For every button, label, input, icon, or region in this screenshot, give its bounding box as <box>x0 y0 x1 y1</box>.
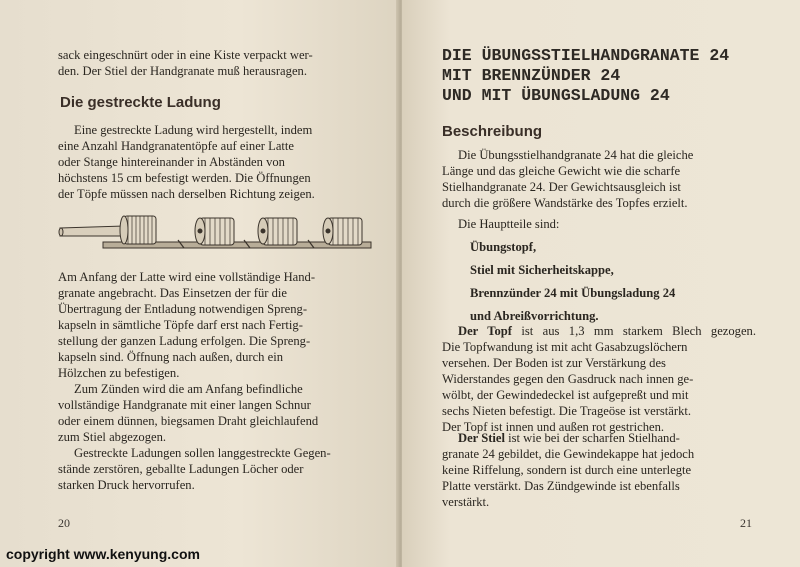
parts-intro: Die Hauptteile sind: <box>458 217 560 231</box>
section-heading-beschreibung: Beschreibung <box>442 123 543 140</box>
page-title: DIE ÜBUNGSSTIELHANDGRANATE 24 MIT BRENNZÜNDER 24 UND MIT ÜBUNGSLADUNG 24 <box>442 46 730 105</box>
list-item: Brennzünder 24 mit Übungsladung 24 <box>470 286 676 300</box>
section-heading-gestreckte-ladung: Die gestreckte Ladung <box>60 94 221 111</box>
paragraph-gestreckte-ladung-3: Zum Zünden wird die am Anfang befindliche vollständige Handgranate mit einer langen Schnur oder einem dünnen, biegsamen Draht gleichlaufend zum Stiel abgezogen. <box>58 382 319 444</box>
lead-der-topf: Der Topf <box>458 324 512 338</box>
copyright-watermark: copyright www.kenyung.com <box>6 546 200 562</box>
paragraph-gestreckte-ladung-2: Am Anfang der Latte wird eine vollständige Hand- granate angebracht. Das Einsetzen der für die Übertragung der Entladung notwendigen Spreng- kapseln in sämtliche Töpfe darf erst nach Fertig- stellung der ganzen Ladung erfolgen. Die Spreng- kapseln sind. Öffnung nach außen, durch ein Hölzchen zu befestigen. <box>58 270 316 380</box>
page-number-left: 20 <box>58 516 70 530</box>
list-item: Übungstopf, <box>470 240 537 254</box>
continuation-paragraph: sack eingeschnürt oder in eine Kiste verpackt wer- den. Der Stiel der Handgranate muß herausragen. <box>58 48 313 78</box>
paragraph-beschreibung-1: Die Übungsstielhandgranate 24 hat die gleiche Länge und das gleiche Gewicht wie die scharfe Stielhandgranate 24. Der Gewichtsausgleich ist durch die größere Wandstärke des Topfes erzielt. <box>442 148 694 210</box>
stretched-charge-illustration <box>58 210 376 260</box>
lead-der-stiel: Der Stiel <box>458 431 505 445</box>
page-number-right: 21 <box>740 516 752 530</box>
paragraph-der-topf: Der Topf ist aus 1,3 mm starkem Blech gezogen. Die Topfwandung ist mit acht Gasabzugslöchern versehen. Der Boden ist zur Verstärkung des Widerstandes gegen den Gasdruck nach innen ge- wölbt, der Gewindedeckel ist aufgepreßt und mit sechs Nieten befestigt. Die Trageöse ist verstärkt. Der Topf ist innen und außen rot gestrichen. <box>442 324 756 434</box>
paragraph-der-stiel: Der Stiel ist wie bei der scharfen Stielhand- granate 24 gebildet, die Gewindekappe hat jedoch keine Riffelung, sondern ist durch eine unterlegte Platte verstärkt. Das Zündgewinde ist ebenfalls verstärkt. <box>442 431 695 509</box>
list-item: und Abreißvorrichtung. <box>470 309 599 323</box>
paragraph-gestreckte-ladung-4: Gestreckte Ladungen sollen langgestreckte Gegen- stände zerstören, geballte Ladungen Löcher oder starken Druck hervorrufen. <box>58 446 331 492</box>
parts-list <box>470 240 675 332</box>
paragraph-gestreckte-ladung-1: Eine gestreckte Ladung wird hergestellt, indem eine Anzahl Handgranatentöpfe auf einer Latte oder Stange hintereinander in Abständen von höchstens 15 cm befestigt werden. Die Öffnungen der Töpfe müssen nach derselben Richtung zeigen. <box>58 123 315 201</box>
list-item: Stiel mit Sicherheitskappe, <box>470 263 614 277</box>
